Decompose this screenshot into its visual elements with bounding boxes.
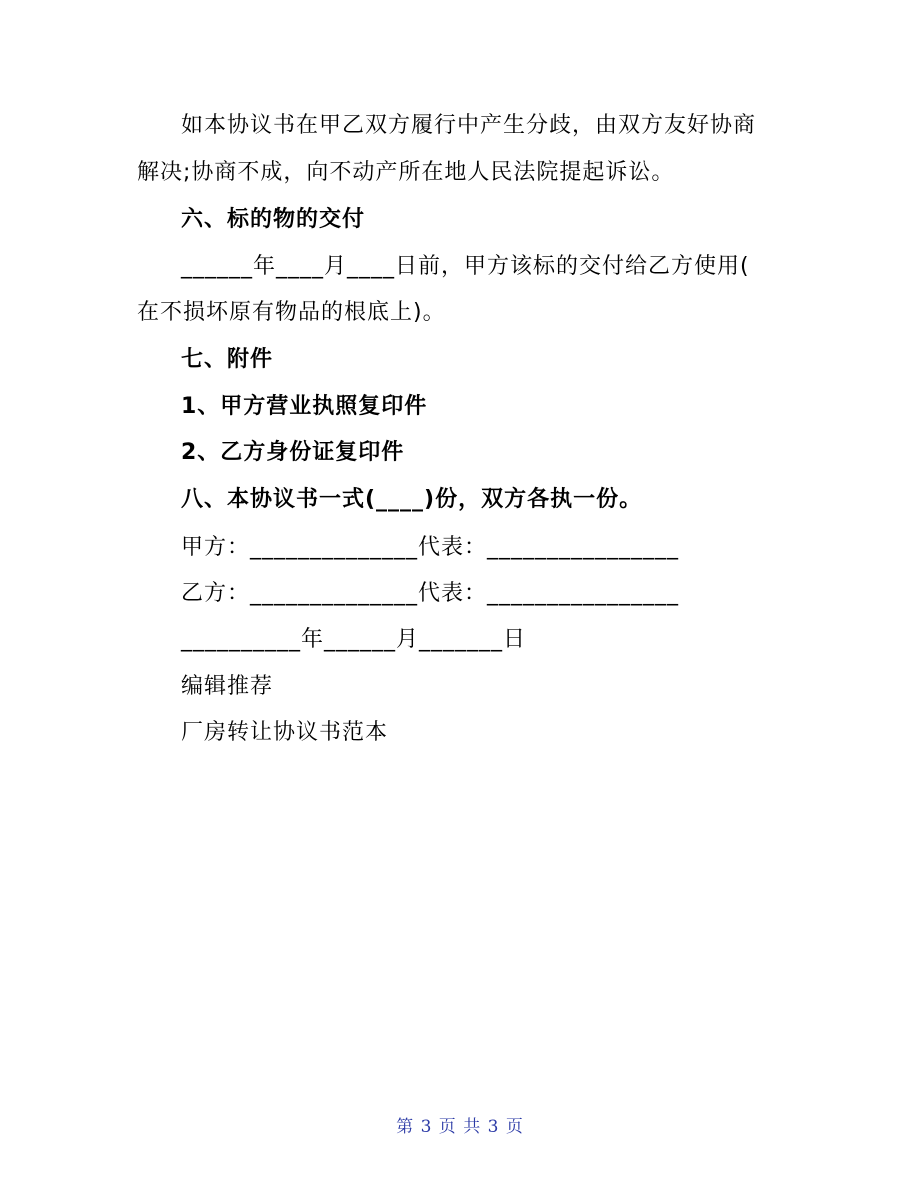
editor-pick-label: 编辑推荐 [181,674,274,699]
page-footer: 第 3 页 共 3 页 [396,1117,524,1137]
attachment-item: 1、甲方营业执照复印件 [181,394,428,419]
date-line: __________年______月_______日 [181,627,527,652]
party-b-signature-line: 乙方：______________代表：________________ [181,581,680,606]
paragraph-line: 在不损坏原有物品的根底上)。 [137,300,446,325]
party-a-signature-line: 甲方：______________代表：________________ [181,535,680,560]
section-heading: 八、本协议书一式(____)份，双方各执一份。 [181,487,643,512]
section-heading: 六、标的物的交付 [181,207,366,232]
attachment-item: 2、乙方身份证复印件 [181,440,405,465]
related-article-title: 厂房转让协议书范本 [181,720,389,745]
paragraph-line: ______年____月____日前，甲方该标的交付给乙方使用( [181,254,750,279]
paragraph-line: 解决;协商不成，向不动产所在地人民法院提起诉讼。 [137,160,675,185]
paragraph-line: 如本协议书在甲乙双方履行中产生分歧，由双方友好协商 [181,113,757,138]
section-heading: 七、附件 [181,347,274,372]
